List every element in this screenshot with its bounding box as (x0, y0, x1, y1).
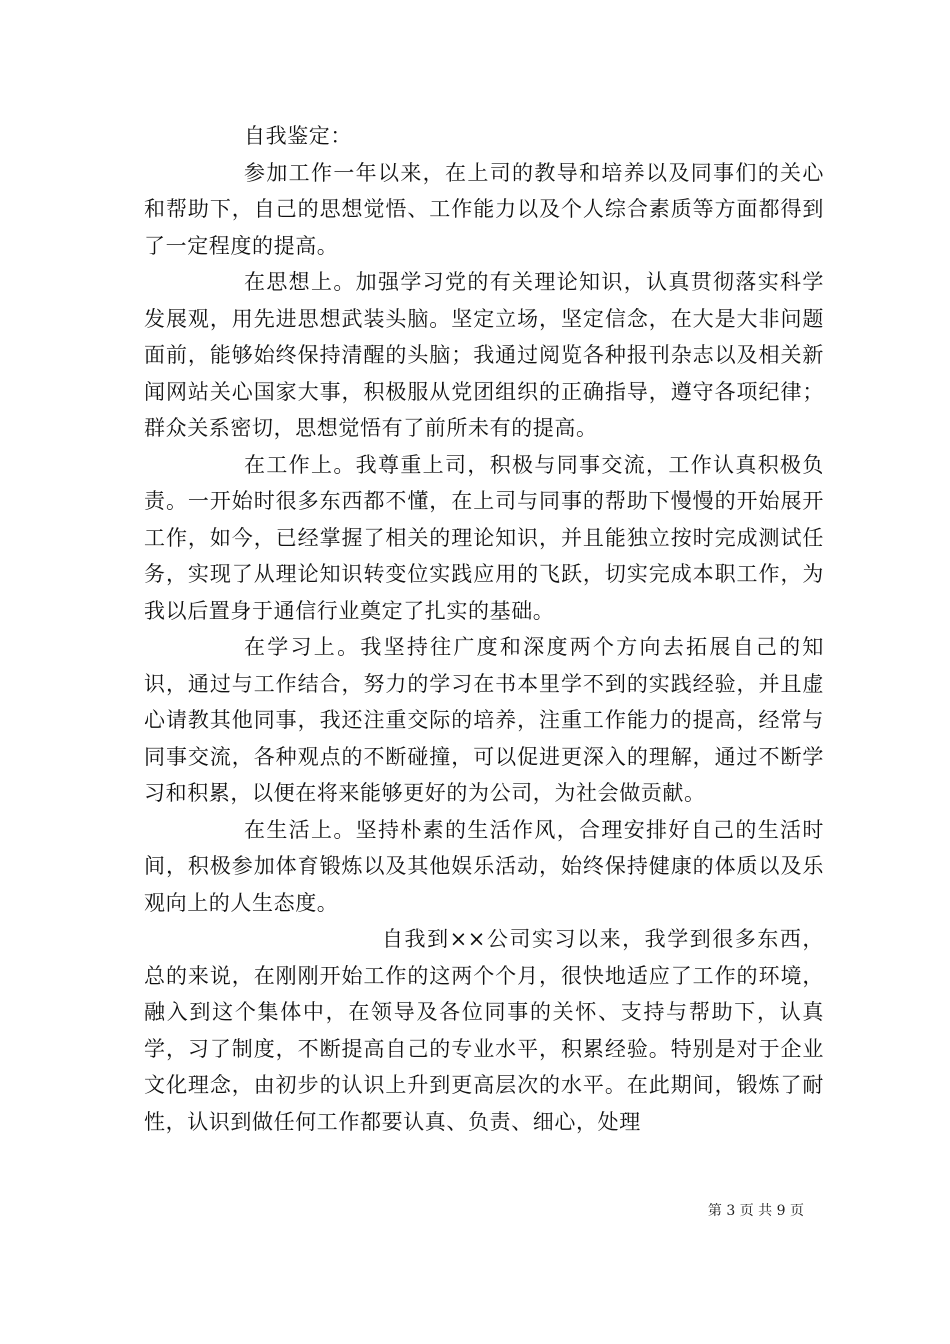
paragraph-work: 在工作上。我尊重上司，积极与同事交流，工作认真积极负责。一开始时很多东西都不懂，在上司与同事的帮助下慢慢的开始展开工作，如今，已经掌握了相关的理论知识，并且能独立按时完成测试任务，实现了从理论知识转变位实践应用的飞跃，切实完成本职工作，为我以后置身于通信行业奠定了扎实的基础。 (144, 452, 824, 623)
paragraph-study: 在学习上。我坚持往广度和深度两个方向去拓展自己的知识，通过与工作结合，努力的学习在书本里学不到的实践经验，并且虚心请教其他同事，我还注重交际的培养，注重工作能力的提高，经常与同事交流，各种观点的不断碰撞，可以促进更深入的理解，通过不断学习和积累，以便在将来能够更好的为公司，为社会做贡献。 (144, 635, 824, 805)
paragraph-internship: 自我到××公司实习以来，我学到很多东西，总的来说，在刚刚开始工作的这两个个月，很快地适应了工作的环境，融入到这个集体中，在领导及各位同事的关怀、支持与帮助下，认真学，习了制度，不断提高自己的专业水平，积累经验。特别是对于企业文化理念，由初步的认识上升到更高层次的水平。在此期间，锻炼了耐性，认识到做任何工作都要认真、负责、细心，处理 (144, 927, 824, 1134)
paragraph-life: 在生活上。坚持朴素的生活作风，合理安排好自己的生活时间，积极参加体育锻炼以及其他娱乐活动，始终保持健康的体质以及乐观向上的人生态度。 (144, 817, 824, 915)
document-heading: 自我鉴定： (244, 124, 352, 148)
document-body (144, 118, 824, 1140)
page-number-footer: 第 3 页 共 9 页 (707, 1203, 804, 1219)
paragraph-thought: 在思想上。加强学习党的有关理论知识，认真贯彻落实科学发展观，用先进思想武装头脑。坚定立场，坚定信念，在大是大非问题面前，能够始终保持清醒的头脑；我通过阅览各种报刊杂志以及相关新闻网站关心国家大事，积极服从党团组织的正确指导，遵守各项纪律；群众关系密切，思想觉悟有了前所未有的提高。 (144, 270, 824, 440)
paragraph-intro: 参加工作一年以来，在上司的教导和培养以及同事们的关心和帮助下，自己的思想觉悟、工作能力以及个人综合素质等方面都得到了一定程度的提高。 (144, 160, 824, 258)
